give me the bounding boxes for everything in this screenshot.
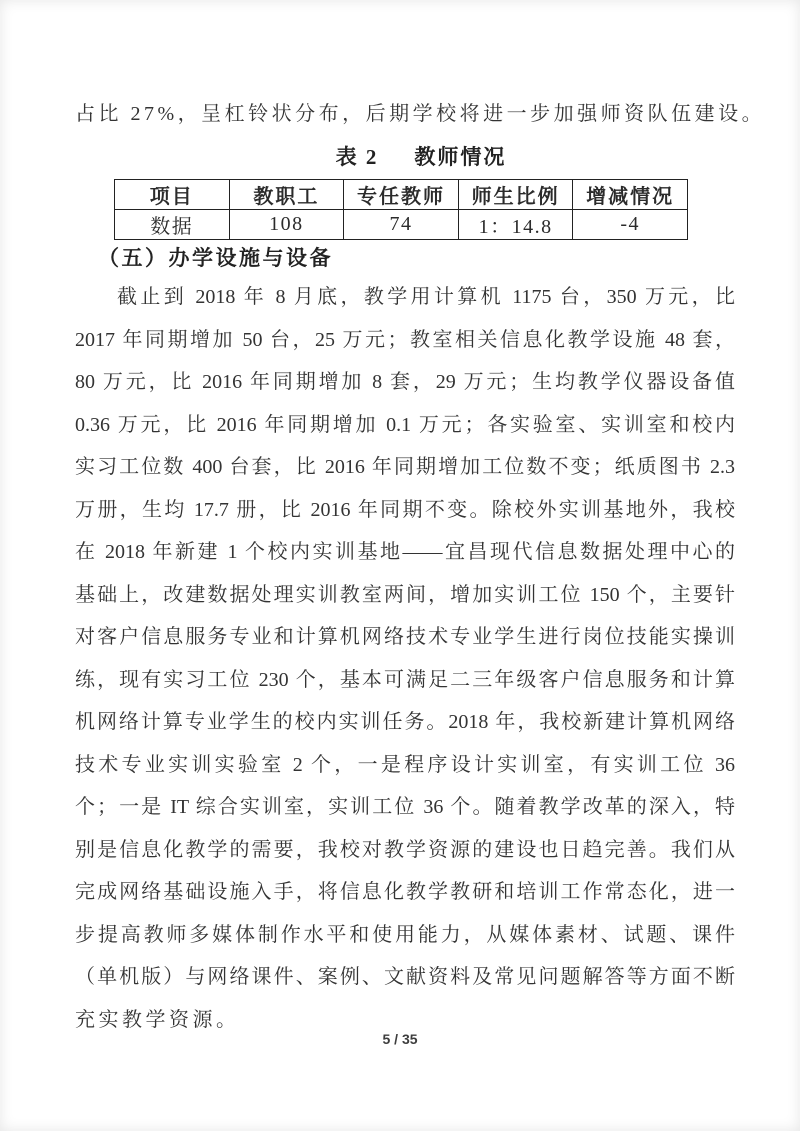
paragraph-line: 万册，生均 17.7 册，比 2016 年同期不变。除校外实训基地外，我校 [75,498,735,521]
table-header-cell: 增减情况 [573,180,688,210]
paragraph-line: 0.36 万元，比 2016 年同期增加 0.1 万元；各实验室、实训室和校内 [75,413,735,436]
paragraph-line: 基础上，改建数据处理实训教室两间，增加实训工位 150 个，主要针 [75,583,735,606]
paragraph-line: （单机版）与网络课件、案例、文献资料及常见问题解答等方面不断 [75,966,735,988]
table-cell: 74 [344,210,459,240]
table-data-row [115,210,688,240]
section-heading: （五）办学设施与设备 [98,246,333,270]
table-cell: 1：14.8 [458,210,573,240]
page-content [75,93,766,1041]
table-caption-title: 教师情况 [414,145,507,169]
paragraph-line: 截止到 2018 年 8 月底，教学用计算机 1175 台，350 万元，比 [117,286,735,308]
paragraph-line: 练，现有实习工位 230 个，基本可满足二三年级客户信息服务和计算 [75,668,735,691]
paragraph-line: 对客户信息服务专业和计算机网络技术专业学生进行岗位技能实操训 [75,626,735,648]
table-header-cell: 项目 [115,180,230,210]
table-cell: -4 [573,210,688,240]
page-number: 5 / 35 [382,1031,418,1047]
table-header-cell: 师生比例 [458,180,573,210]
paragraph-line: 别是信息化教学的需要，我校对教学资源的建设也日趋完善。我们从 [75,838,735,861]
paragraph-line: 机网络计算专业学生的校内实训任务。2018 年，我校新建计算机网络 [75,711,735,733]
teacher-table [114,179,688,240]
table-caption [91,136,751,179]
paragraph-line: 80 万元，比 2016 年同期增加 8 套，29 万元；生均教学仪器设备值 [75,371,735,393]
paragraph-line: 技术专业实训实验室 2 个，一是程序设计实训室，有实训工位 36 [75,753,735,776]
table-header-cell: 教职工 [229,180,344,210]
paragraph-continuation: 占比 27%，呈杠铃状分布，后期学校将进一步加强师资队伍建设。 [75,103,766,125]
paragraph-line: 完成网络基础设施入手，将信息化教学教研和培训工作常态化，进一 [75,881,735,903]
table-cell: 108 [229,210,344,240]
paragraph-line: 实习工位数 400 台套，比 2016 年同期增加工位数不变；纸质图书 2.3 [75,456,735,478]
paragraph-line: 个；一是 IT 综合实训室，实训工位 36 个。随着教学改革的深入，特 [75,796,735,818]
table-caption-label: 表 2 [335,145,379,169]
table-cell: 数据 [115,210,230,240]
paragraph-line: 步提高教师多媒体制作水平和使用能力，从媒体素材、试题、课件 [75,923,735,946]
table-header-cell: 专任教师 [344,180,459,210]
table-header-row [115,180,688,210]
paragraph-line: 充实教学资源。 [75,1008,240,1031]
paragraph-line: 在 2018 年新建 1 个校内实训基地——宜昌现代信息数据处理中心的 [75,541,735,563]
body-paragraph [75,276,735,1041]
paragraph-line: 2017 年同期增加 50 台，25 万元；教室相关信息化教学设施 48 套， [75,328,735,351]
